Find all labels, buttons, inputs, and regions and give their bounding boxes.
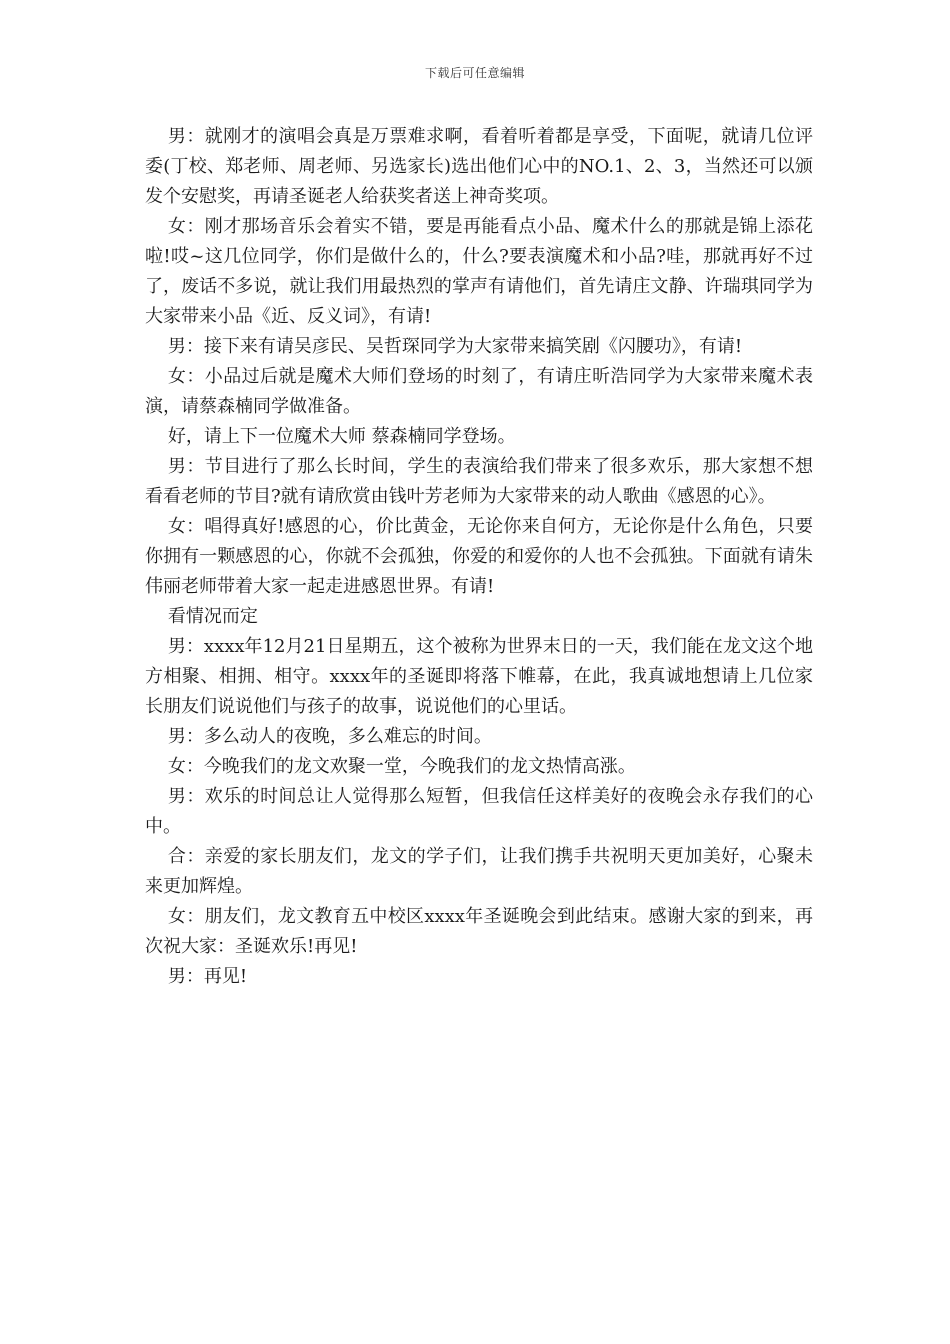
paragraph-14: 女：朋友们，龙文教育五中校区xxxx年圣诞晚会到此结束。感谢大家的到来，再次祝大家：圣诞欢乐!再见!	[145, 906, 813, 957]
paragraph-2: 女：刚才那场音乐会着实不错，要是再能看点小品、魔术什么的那就是锦上添花啦!哎~这几位同学，你们是做什么的，什么?要表演魔术和小品?哇，那就再好不过了，废话不多说，就让我们用最热烈的掌声有请他们，首先请庄文静、许瑞琪同学为大家带来小品《近、反义词》，有请!	[145, 216, 813, 327]
document-body	[145, 122, 813, 992]
paragraph-1: 男：就刚才的演唱会真是万票难求啊，看着听着都是享受，下面呢，就请几位评委(丁校、郑老师、周老师、另选家长)选出他们心中的NO.1、2、3，当然还可以颁发个安慰奖，再请圣诞老人给获奖者送上神奇奖项。	[145, 126, 813, 207]
paragraph-6: 男：节目进行了那么长时间，学生的表演给我们带来了很多欢乐，那大家想不想看看老师的节目?就有请欣赏由钱叶芳老师为大家带来的动人歌曲《感恩的心》。	[145, 456, 813, 507]
paragraph-3: 男：接下来有请吴彦民、吴哲琛同学为大家带来搞笑剧《闪腰功》，有请!	[167, 336, 743, 357]
paragraph-11: 女：今晚我们的龙文欢聚一堂，今晚我们的龙文热情高涨。	[167, 756, 636, 777]
paragraph-15: 男：再见!	[167, 966, 248, 987]
page-header-note: 下载后可任意编辑	[424, 66, 525, 80]
paragraph-5: 好，请上下一位魔术大师 蔡森楠同学登场。	[167, 426, 516, 447]
paragraph-7: 女：唱得真好!感恩的心，价比黄金，无论你来自何方，无论你是什么角色，只要你拥有一颗感恩的心，你就不会孤独，你爱的和爱你的人也不会孤独。下面就有请朱伟丽老师带着大家一起走进感恩世界。有请!	[145, 516, 813, 597]
paragraph-10: 男：多么动人的夜晚，多么难忘的时间。	[167, 726, 492, 747]
paragraph-8: 看情况而定	[167, 606, 258, 627]
paragraph-13: 合：亲爱的家长朋友们，龙文的学子们，让我们携手共祝明天更加美好，心聚未来更加辉煌。	[145, 846, 813, 897]
paragraph-12: 男：欢乐的时间总让人觉得那么短暂，但我信任这样美好的夜晚会永存我们的心中。	[145, 786, 813, 837]
paragraph-4: 女：小品过后就是魔术大师们登场的时刻了，有请庄昕浩同学为大家带来魔术表演，请蔡森楠同学做准备。	[145, 366, 813, 417]
paragraph-9: 男：xxxx年12月21日星期五，这个被称为世界末日的一天，我们能在龙文这个地方相聚、相拥、相守。xxxx年的圣诞即将落下帷幕，在此，我真诚地想请上几位家长朋友们说说他们与孩子的故事，说说他们的心里话。	[145, 636, 813, 717]
